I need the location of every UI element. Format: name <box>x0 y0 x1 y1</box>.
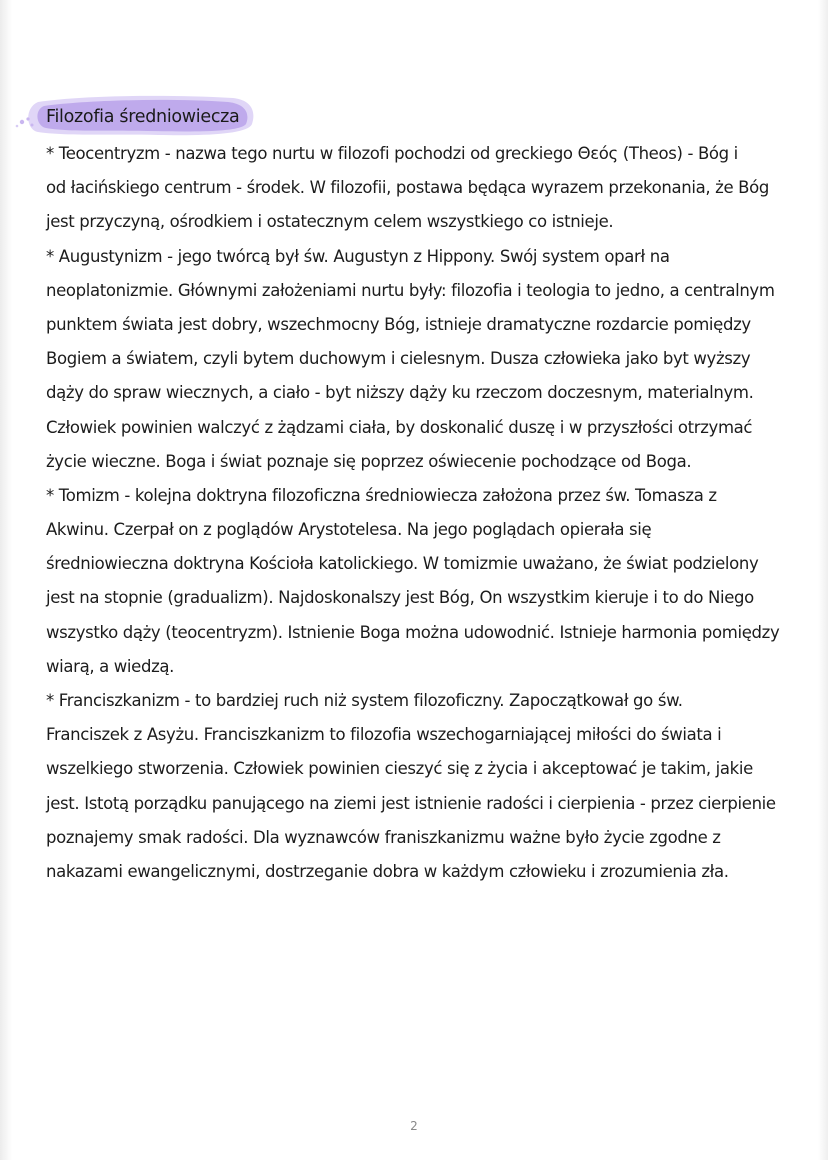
page-right-edge <box>818 0 828 1160</box>
paragraph-augustynizm <box>46 240 778 479</box>
text-line: jest. Istotą porządku panującego na ziemi jest istnienie radości i cierpienia - przez cierpienie <box>46 793 776 813</box>
text-line: nakazami ewangelicznymi, dostrzeganie dobra w każdym człowieku i zrozumienia zła. <box>46 861 729 881</box>
text-line: Bogiem a światem, czyli bytem duchowym i cielesnym. Dusza człowieka jako byt wyższy <box>46 349 751 369</box>
text-line: wiarą, a wiedzą. <box>46 656 175 676</box>
document-body <box>46 137 778 889</box>
page-number: 2 <box>410 1119 418 1133</box>
highlight-speck <box>20 120 24 124</box>
highlight-speck <box>16 125 19 128</box>
text-line: poznajemy smak radości. Dla wyznawców franiszkanizmu ważne było życie zgodne z <box>46 827 721 847</box>
page-left-edge <box>0 0 12 1160</box>
text-line: dąży do spraw wiecznych, a ciało - byt niższy dąży ku rzeczom doczesnym, materialnym. <box>46 383 754 403</box>
paragraph-teocentryzm <box>46 137 778 240</box>
text-line: Akwinu. Czerpał on z poglądów Arystotelesa. Na jego poglądach opierała się <box>46 520 652 540</box>
text-line: jest przyczyną, ośrodkiem i ostatecznym celem wszystkiego co istnieje. <box>46 212 614 232</box>
highlight-speck <box>31 124 34 127</box>
text-line: * Teocentryzm - nazwa tego nurtu w filozofi pochodzi od greckiego Θεός (Theos) - Bóg i <box>46 144 738 163</box>
text-line: od łacińskiego centrum - środek. W filozofii, postawa będąca wyrazem przekonania, że Bóg <box>46 178 769 198</box>
text-line: punktem świata jest dobry, wszechmocny Bóg, istnieje dramatyczne rozdarcie pomiędzy <box>46 314 751 334</box>
text-line: życie wieczne. Boga i świat poznaje się poprzez oświecenie pochodzące od Boga. <box>46 451 692 471</box>
text-line: jest na stopnie (gradualizm). Najdoskonalszy jest Bóg, On wszystkim kieruje i to do Niego <box>46 588 754 608</box>
text-line: średniowieczna doktryna Kościoła katolickiego. W tomizmie uważano, że świat podzielony <box>46 554 759 574</box>
document-title: Filozofia średniowiecza <box>46 107 240 127</box>
text-line: Franciszek z Asyżu. Franciszkanizm to filozofia wszechogarniającej miłości do świata i <box>46 725 722 745</box>
text-line: * Tomizm - kolejna doktryna filozoficzna średniowiecza założona przez św. Tomasza z <box>46 485 717 505</box>
paragraph-franciszkanizm <box>46 684 778 889</box>
highlight-speck <box>26 117 29 120</box>
paragraph-tomizm <box>46 479 778 684</box>
text-line: * Augustynizm - jego twórcą był św. Augustyn z Hippony. Swój system oparł na <box>46 246 670 266</box>
text-line: wszelkiego stworzenia. Człowiek powinien cieszyć się z życia i akceptować je takim, jakie <box>46 759 753 779</box>
text-line: Człowiek powinien walczyć z żądzami ciała, by doskonalić duszę i w przyszłości otrzymać <box>46 417 753 437</box>
text-line: * Franciszkanizm - to bardziej ruch niż system filozoficzny. Zapoczątkował go św. <box>46 691 683 710</box>
text-line: wszystko dąży (teocentryzm). Istnienie Boga można udowodnić. Istnieje harmonia pomiędzy <box>46 622 780 642</box>
text-line: neoplatonizmie. Głównymi założeniami nurtu były: filozofia i teologia to jedno, a centralnym <box>46 280 775 300</box>
